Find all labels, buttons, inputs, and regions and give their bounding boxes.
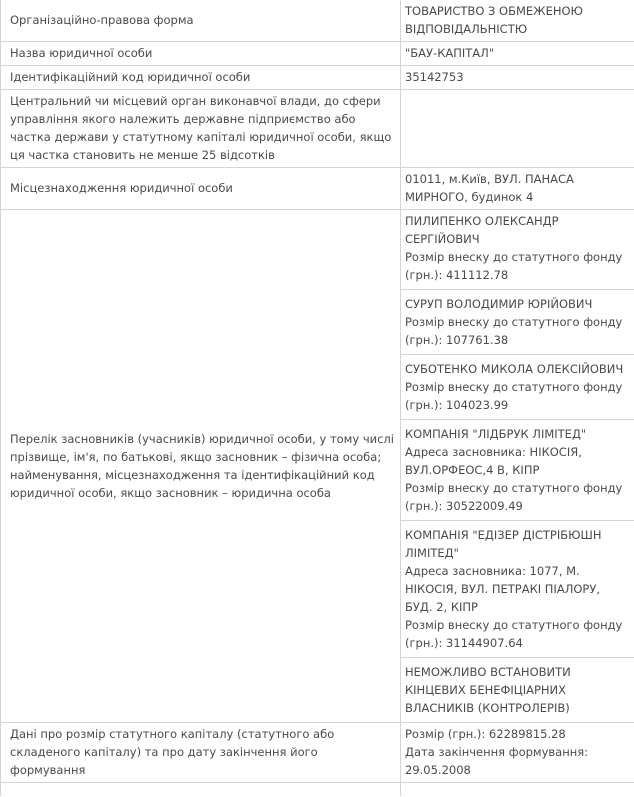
name-label: Назва юридичної особи (1, 42, 401, 66)
founder-item (401, 420, 634, 521)
founder-item (401, 290, 634, 355)
next-row-label (1, 783, 401, 797)
founder-address: Адреса засновника: НІКОСІЯ, ВУЛ.ОРФЕОС,4 В, КІПР (405, 445, 582, 477)
capital-amount: Розмір (грн.): 62289815.28 (405, 727, 566, 741)
founder-address: Адреса засновника: 1077, М. НІКОСІЯ, ВУЛ. ПЕТРАКІ ПІАЛОРУ, БУД. 2, КІПР (405, 564, 600, 614)
founder-item (401, 355, 634, 420)
founder-name: КОМПАНІЯ "ЛІДБРУК ЛІМІТЕД" (405, 427, 587, 441)
location-value: 01011, м.Київ, ВУЛ. ПАНАСА МИРНОГО, будинок 4 (401, 168, 634, 210)
row-legal-form (1, 0, 634, 42)
founder-item (401, 210, 634, 290)
location-label: Місцезнаходження юридичної особи (1, 168, 401, 210)
capital-end-date: Дата закінчення формування: 29.05.2008 (405, 745, 589, 777)
capital-label: Дані про розмір статутного капіталу (статутного або складеного капіталу) та про дату закінчення його формування (1, 723, 401, 783)
row-name (1, 42, 634, 66)
next-row-value (401, 783, 634, 797)
founder-name: ПИЛИПЕНКО ОЛЕКСАНДР СЕРГІЙОВИЧ (405, 214, 559, 246)
row-code (1, 66, 634, 90)
authority-label: Центральний чи місцевий орган виконавчої влади, до сфери управління якого належить державне підприємство або частка держави у статутному капіталі юридичної особи, якщо ця частка становить не менше 25 відсотків (1, 90, 401, 168)
row-next (1, 783, 634, 797)
founder-name: НЕМОЖЛИВО ВСТАНОВИТИ КІНЦЕВИХ БЕНЕФІЦІАРНИХ ВЛАСНИКІВ (КОНТРОЛЕРІВ) (405, 665, 571, 715)
founders-label: Перелік засновників (учасників) юридичної особи, у тому числі прізвище, ім'я, по батькові, якщо засновник – фізична особа; найменування, місцезнаходження та ідентифікаційний код юридичної особи, якщо засновник – юридична особа (1, 210, 401, 723)
capital-value (401, 723, 634, 783)
code-value: 35142753 (401, 66, 634, 90)
row-capital (1, 723, 634, 783)
founder-contribution: Розмір внеску до статутного фонду (грн.): 31144907.64 (405, 618, 623, 650)
legal-form-value: ТОВАРИСТВО З ОБМЕЖЕНОЮ ВІДПОВІДАЛЬНІСТЮ (401, 0, 634, 42)
founder-item (401, 521, 634, 658)
founder-item (401, 658, 634, 722)
founder-name: СУБОТЕНКО МИКОЛА ОЛЕКСІЙОВИЧ (405, 362, 624, 376)
row-location (1, 168, 634, 210)
founders-list (401, 210, 634, 723)
authority-value (401, 90, 634, 168)
founder-name: СУРУП ВОЛОДИМИР ЮРІЙОВИЧ (405, 297, 593, 311)
row-authority (1, 90, 634, 168)
founder-contribution: Розмір внеску до статутного фонду (грн.): 107761.38 (405, 315, 623, 347)
founder-name: КОМПАНІЯ "ЕДІЗЕР ДІСТРІБЮШН ЛІМІТЕД" (405, 528, 602, 560)
founder-contribution: Розмір внеску до статутного фонду (грн.): 104023.99 (405, 380, 623, 412)
legal-form-label: Організаційно-правова форма (1, 0, 401, 42)
row-founders (1, 210, 634, 723)
founder-contribution: Розмір внеску до статутного фонду (грн.): 411112.78 (405, 250, 623, 282)
founder-contribution: Розмір внеску до статутного фонду (грн.): 30522009.49 (405, 481, 623, 513)
name-value: "БАУ-КАПІТАЛ" (401, 42, 634, 66)
code-label: Ідентифікаційний код юридичної особи (1, 66, 401, 90)
